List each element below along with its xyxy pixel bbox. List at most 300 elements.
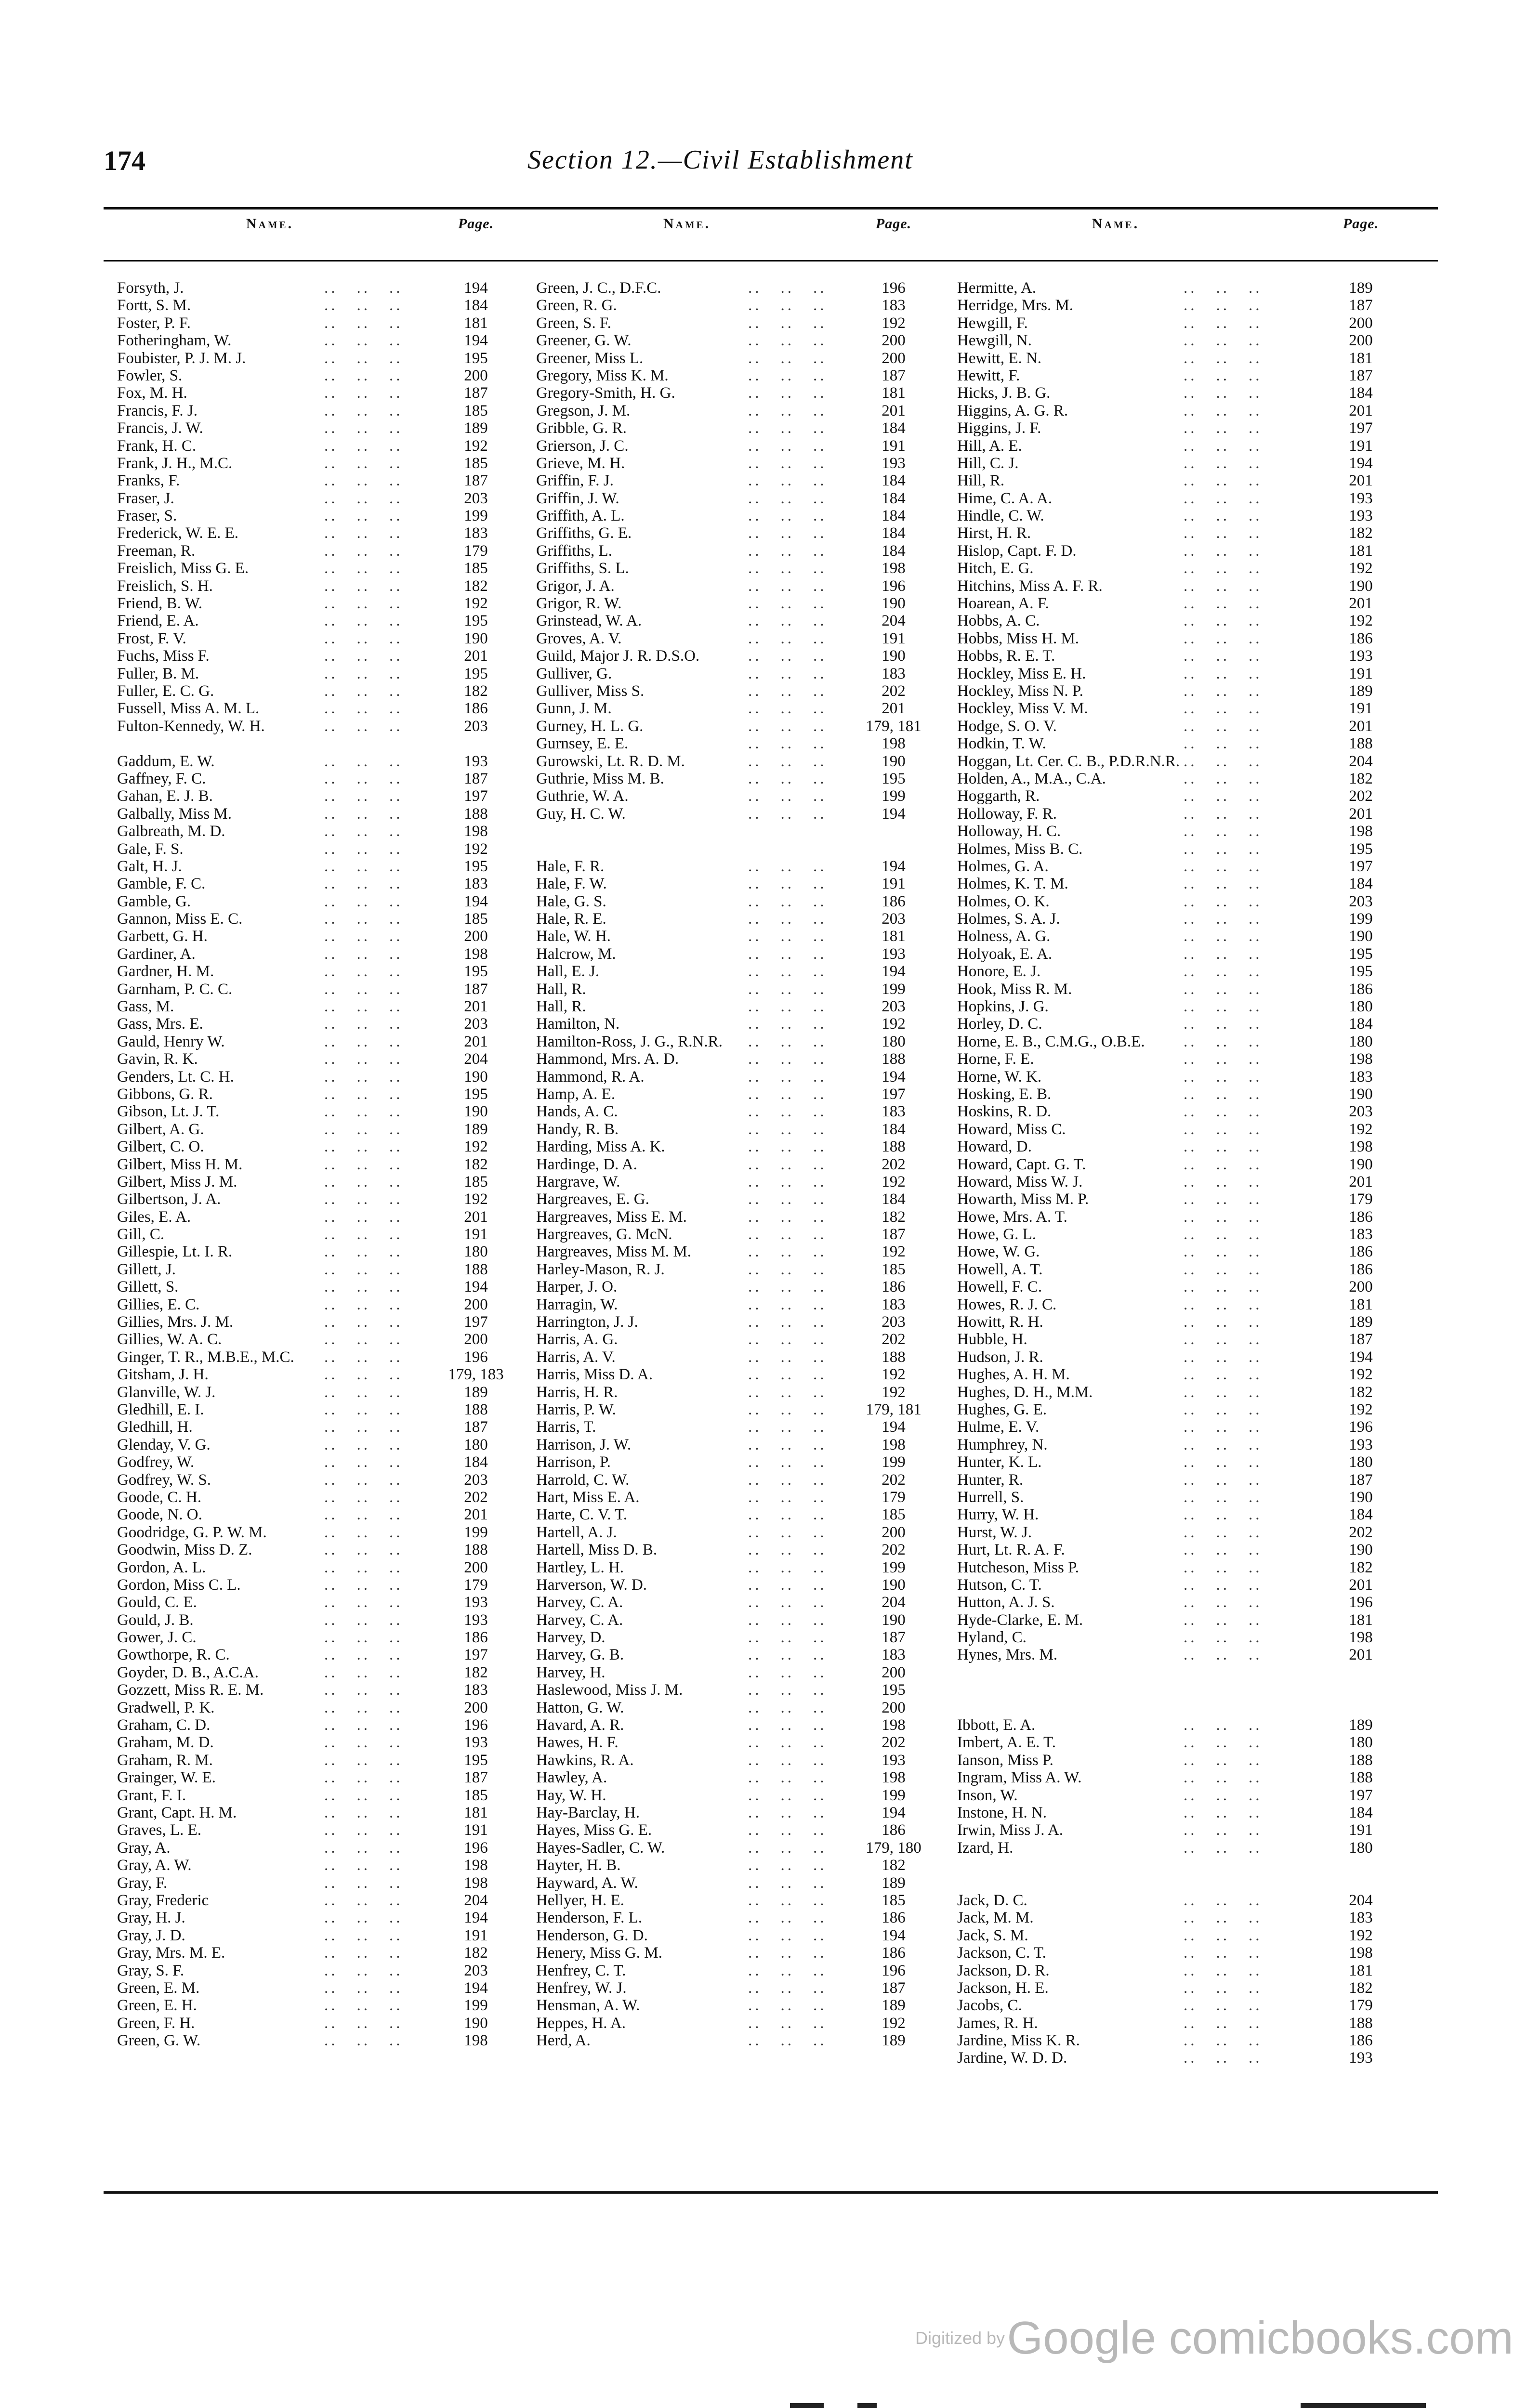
entry-name: Frederick, W. E. E. — [117, 524, 239, 542]
entry-page: 193 — [882, 945, 906, 963]
entry-name: Hayter, H. B. — [536, 1857, 621, 1874]
entry-page: 194 — [882, 1418, 906, 1436]
entry-page: 202 — [882, 1331, 906, 1348]
leader-dots: .. .. .. — [1184, 1576, 1263, 1594]
entry-name: Gould, J. B. — [117, 1611, 194, 1629]
entry-page: 185 — [464, 402, 488, 419]
scan-artifact — [790, 2403, 824, 2408]
leader-dots: .. .. .. — [1184, 770, 1263, 787]
entry-page: 179 — [464, 542, 488, 560]
entry-page: 193 — [464, 752, 488, 770]
entry-page: 180 — [1349, 998, 1373, 1016]
entry-name: Fowler, S. — [117, 366, 183, 384]
leader-dots: .. .. .. — [324, 1716, 403, 1734]
entry-page: 202 — [882, 1471, 906, 1489]
entry-page: 180 — [464, 1436, 488, 1453]
leader-dots: .. .. .. — [748, 472, 827, 490]
entry-page: 191 — [1349, 665, 1373, 682]
leader-dots: .. .. .. — [324, 472, 403, 490]
entry-name: Gahan, E. J. B. — [117, 787, 213, 805]
entry-page: 185 — [464, 1173, 488, 1191]
entry-page: 197 — [882, 1085, 906, 1103]
entry-name: Hynes, Mrs. M. — [957, 1646, 1058, 1664]
entry-name: Hime, C. A. A. — [957, 489, 1053, 507]
leader-dots: .. .. .. — [748, 1453, 827, 1471]
leader-dots: .. .. .. — [324, 1226, 403, 1243]
leader-dots: .. .. .. — [1184, 1366, 1263, 1384]
entry-name: Gray, J. D. — [117, 1926, 185, 1944]
entry-name: Hawes, H. F. — [536, 1734, 619, 1752]
entry-name: Jardine, W. D. D. — [957, 2049, 1067, 2067]
entry-page: 189 — [1349, 279, 1373, 297]
leader-dots: .. .. .. — [324, 1523, 403, 1541]
entry-page: 182 — [1349, 1558, 1373, 1576]
entry-name: Hewitt, F. — [957, 366, 1020, 384]
entry-page: 184 — [882, 419, 906, 437]
entry-page: 191 — [882, 437, 906, 455]
leader-dots: .. .. .. — [1184, 1506, 1263, 1524]
leader-dots: .. .. .. — [324, 647, 403, 665]
entry-name: Gavin, R. K. — [117, 1050, 198, 1068]
entry-name: Halcrow, M. — [536, 945, 616, 963]
entry-name: Holmes, O. K. — [957, 892, 1050, 910]
leader-dots: .. .. .. — [748, 1103, 827, 1121]
entry-name: Goode, C. H. — [117, 1488, 202, 1506]
entry-page: 195 — [1349, 840, 1373, 858]
entry-page: 188 — [882, 1138, 906, 1156]
leader-dots: .. .. .. — [1184, 1997, 1263, 2015]
entry-page: 200 — [1349, 1278, 1373, 1296]
leader-dots: .. .. .. — [324, 595, 403, 613]
entry-page: 183 — [464, 524, 488, 542]
leader-dots: .. .. .. — [1184, 1611, 1263, 1629]
entry-name: Hockley, Miss N. P. — [957, 682, 1083, 700]
entry-name: Hislop, Capt. F. D. — [957, 542, 1077, 560]
entry-name: Ibbott, E. A. — [957, 1716, 1036, 1734]
leader-dots: .. .. .. — [1184, 857, 1263, 875]
leader-dots: .. .. .. — [748, 1436, 827, 1453]
entry-name: Jack, S. M. — [957, 1926, 1028, 1944]
entry-name: Hill, C. J. — [957, 454, 1019, 472]
entry-page: 186 — [464, 700, 488, 718]
entry-page: 183 — [882, 297, 906, 314]
entry-name: Harvey, H. — [536, 1663, 606, 1681]
entry-page: 190 — [882, 1611, 906, 1629]
entry-page: 189 — [882, 1874, 906, 1892]
entry-page: 194 — [464, 1278, 488, 1296]
leader-dots: .. .. .. — [748, 928, 827, 945]
entry-name: Galbally, Miss M. — [117, 805, 232, 823]
entry-page: 192 — [882, 1383, 906, 1401]
entry-name: Haslewood, Miss J. M. — [536, 1681, 683, 1699]
leader-dots: .. .. .. — [324, 700, 403, 718]
leader-dots: .. .. .. — [324, 1278, 403, 1296]
entry-name: Gould, C. E. — [117, 1594, 197, 1611]
leader-dots: .. .. .. — [1184, 297, 1263, 314]
entry-page: 190 — [464, 2014, 488, 2032]
leader-dots: .. .. .. — [748, 1541, 827, 1559]
entry-name: Goode, N. O. — [117, 1506, 202, 1524]
entry-page: 191 — [1349, 700, 1373, 718]
entry-name: Hamp, A. E. — [536, 1085, 616, 1103]
entry-name: Gaddum, E. W. — [117, 752, 215, 770]
entry-page: 203 — [882, 998, 906, 1016]
entry-name: Gurnsey, E. E. — [536, 735, 629, 753]
entry-page: 186 — [882, 1278, 906, 1296]
entry-name: Hall, R. — [536, 998, 586, 1016]
leader-dots: .. .. .. — [324, 840, 403, 858]
leader-dots: .. .. .. — [324, 419, 403, 437]
entry-page: 189 — [464, 1120, 488, 1138]
entry-page: 202 — [1349, 1523, 1373, 1541]
entry-name: Hartley, L. H. — [536, 1558, 624, 1576]
entry-name: Hoggarth, R. — [957, 787, 1040, 805]
entry-name: Holloway, H. C. — [957, 823, 1061, 840]
entry-name: Instone, H. N. — [957, 1804, 1047, 1821]
entry-name: Hutson, C. T. — [957, 1576, 1042, 1594]
leader-dots: .. .. .. — [1184, 963, 1263, 981]
entry-name: Higgins, J. F. — [957, 419, 1041, 437]
entry-name: Guthrie, W. A. — [536, 787, 629, 805]
entry-page: 194 — [1349, 1348, 1373, 1366]
entry-page: 192 — [1349, 1120, 1373, 1138]
entry-name: Fraser, S. — [117, 507, 177, 525]
entry-name: Griffith, A. L. — [536, 507, 625, 525]
entry-page: 182 — [882, 1857, 906, 1874]
entry-page: 181 — [464, 314, 488, 332]
entry-page: 182 — [882, 1208, 906, 1226]
leader-dots: .. .. .. — [748, 1769, 827, 1787]
entry-page: 181 — [464, 1804, 488, 1821]
entry-name: Hughes, D. H., M.M. — [957, 1383, 1093, 1401]
leader-dots: .. .. .. — [324, 963, 403, 981]
leader-dots: .. .. .. — [1184, 1173, 1263, 1191]
entry-page: 191 — [882, 875, 906, 893]
entry-page: 186 — [882, 892, 906, 910]
entry-name: Hall, E. J. — [536, 963, 600, 981]
entry-page: 183 — [882, 1296, 906, 1313]
entry-name: Harding, Miss A. K. — [536, 1138, 665, 1156]
entry-name: Herd, A. — [536, 2032, 591, 2050]
entry-name: Graves, L. E. — [117, 1821, 202, 1839]
entry-name: Hutcheson, Miss P. — [957, 1558, 1079, 1576]
leader-dots: .. .. .. — [748, 735, 827, 753]
entry-name: Gradwell, P. K. — [117, 1699, 215, 1716]
entry-name: Gledhill, E. I. — [117, 1401, 204, 1418]
entry-page: 183 — [464, 875, 488, 893]
entry-name: Fussell, Miss A. M. L. — [117, 700, 260, 718]
entry-name: Hall, R. — [536, 980, 586, 998]
entry-name: Hardinge, D. A. — [536, 1155, 637, 1173]
entry-page: 198 — [1349, 823, 1373, 840]
entry-name: Ianson, Miss P. — [957, 1751, 1053, 1769]
entry-name: Griffin, F. J. — [536, 472, 614, 490]
leader-dots: .. .. .. — [748, 1997, 827, 2015]
entry-name: Henfrey, C. T. — [536, 1962, 626, 1979]
entry-page: 194 — [1349, 454, 1373, 472]
entry-name: Hoarean, A. F. — [957, 595, 1049, 613]
entry-page: 199 — [1349, 910, 1373, 928]
leader-dots: .. .. .. — [324, 402, 403, 419]
leader-dots: .. .. .. — [748, 1629, 827, 1647]
entry-name: Hopkins, J. G. — [957, 998, 1049, 1016]
entry-page: 194 — [882, 1068, 906, 1086]
entry-page: 199 — [464, 507, 488, 525]
entry-name: Hunter, R. — [957, 1471, 1024, 1489]
leader-dots: .. .. .. — [748, 1962, 827, 1979]
leader-dots: .. .. .. — [324, 1909, 403, 1927]
leader-dots: .. .. .. — [748, 787, 827, 805]
entry-page: 194 — [882, 857, 906, 875]
entry-page: 200 — [1349, 314, 1373, 332]
leader-dots: .. .. .. — [1184, 1786, 1263, 1804]
entry-page: 182 — [1349, 524, 1373, 542]
entry-page: 192 — [464, 595, 488, 613]
entry-page: 190 — [882, 752, 906, 770]
entry-page: 187 — [464, 1418, 488, 1436]
entry-page: 181 — [1349, 542, 1373, 560]
entry-page: 186 — [1349, 1260, 1373, 1278]
leader-dots: .. .. .. — [748, 1804, 827, 1821]
leader-dots: .. .. .. — [748, 1646, 827, 1664]
entry-page: 184 — [882, 1191, 906, 1208]
entry-page: 200 — [882, 1699, 906, 1716]
entry-page: 198 — [1349, 1629, 1373, 1647]
leader-dots: .. .. .. — [1184, 1226, 1263, 1243]
leader-dots: .. .. .. — [1184, 595, 1263, 613]
entry-page: 184 — [1349, 875, 1373, 893]
leader-dots: .. .. .. — [324, 1926, 403, 1944]
leader-dots: .. .. .. — [748, 332, 827, 350]
leader-dots: .. .. .. — [324, 2032, 403, 2050]
entry-name: Hill, R. — [957, 472, 1005, 490]
leader-dots: .. .. .. — [1184, 1085, 1263, 1103]
entry-name: Galbreath, M. D. — [117, 823, 225, 840]
entry-page: 192 — [882, 314, 906, 332]
entry-page: 188 — [464, 1541, 488, 1559]
entry-name: Foubister, P. J. M. J. — [117, 349, 246, 367]
leader-dots: .. .. .. — [1184, 787, 1263, 805]
leader-dots: .. .. .. — [1184, 1962, 1263, 1979]
entry-name: Gribble, G. R. — [536, 419, 627, 437]
leader-dots: .. .. .. — [324, 332, 403, 350]
leader-dots: .. .. .. — [1184, 384, 1263, 402]
entry-name: Friend, B. W. — [117, 595, 202, 613]
entry-page: 190 — [464, 629, 488, 647]
entry-name: Hunter, K. L. — [957, 1453, 1042, 1471]
entry-name: Franks, F. — [117, 472, 180, 490]
leader-dots: .. .. .. — [324, 489, 403, 507]
entry-name: Harris, T. — [536, 1418, 596, 1436]
entry-name: Hayes, Miss G. E. — [536, 1821, 652, 1839]
leader-dots: .. .. .. — [1184, 349, 1263, 367]
entry-name: Hoskins, R. D. — [957, 1103, 1052, 1121]
entry-name: Hirst, H. R. — [957, 524, 1031, 542]
entry-name: Gilbertson, J. A. — [117, 1191, 221, 1208]
leader-dots: .. .. .. — [324, 752, 403, 770]
entry-name: Fuchs, Miss F. — [117, 647, 210, 665]
entry-name: Grierson, J. C. — [536, 437, 629, 455]
entry-name: Hosking, E. B. — [957, 1085, 1052, 1103]
entry-page: 201 — [464, 1208, 488, 1226]
entry-page: 186 — [1349, 1243, 1373, 1261]
entry-page: 193 — [464, 1734, 488, 1752]
entry-page: 192 — [882, 2014, 906, 2032]
name-column-header: Name. — [1092, 216, 1140, 232]
entry-page: 196 — [1349, 1594, 1373, 1611]
leader-dots: .. .. .. — [1184, 1050, 1263, 1068]
entry-name: Gale, F. S. — [117, 840, 184, 858]
entry-name: Guild, Major J. R. D.S.O. — [536, 647, 700, 665]
entry-name: Inson, W. — [957, 1786, 1018, 1804]
entry-name: Gowthorpe, R. C. — [117, 1646, 230, 1664]
entry-page: 190 — [464, 1103, 488, 1121]
leader-dots: .. .. .. — [1184, 1155, 1263, 1173]
leader-dots: .. .. .. — [324, 1699, 403, 1716]
entry-name: Hamilton-Ross, J. G., R.N.R. — [536, 1033, 723, 1050]
entry-name: Hatton, G. W. — [536, 1699, 624, 1716]
entry-page: 188 — [464, 1260, 488, 1278]
leader-dots: .. .. .. — [1184, 1594, 1263, 1611]
scan-artifact — [1301, 2403, 1426, 2408]
entry-page: 193 — [464, 1611, 488, 1629]
leader-dots: .. .. .. — [324, 560, 403, 577]
leader-dots: .. .. .. — [748, 980, 827, 998]
leader-dots: .. .. .. — [1184, 875, 1263, 893]
entry-name: Freislich, S. H. — [117, 577, 213, 595]
entry-page: 203 — [1349, 1103, 1373, 1121]
leader-dots: .. .. .. — [324, 279, 403, 297]
entry-name: Havard, A. R. — [536, 1716, 624, 1734]
leader-dots: .. .. .. — [748, 1909, 827, 1927]
entry-name: Hockley, Miss V. M. — [957, 700, 1088, 718]
entry-page: 198 — [464, 2032, 488, 2050]
entry-page: 187 — [882, 366, 906, 384]
entry-name: Irwin, Miss J. A. — [957, 1821, 1064, 1839]
entry-page: 190 — [882, 595, 906, 613]
entry-page: 203 — [464, 489, 488, 507]
entry-name: Gill, C. — [117, 1226, 165, 1243]
leader-dots: .. .. .. — [748, 366, 827, 384]
leader-dots: .. .. .. — [1184, 752, 1263, 770]
entry-name: Ginger, T. R., M.B.E., M.C. — [117, 1348, 294, 1366]
entry-page: 195 — [464, 963, 488, 981]
entry-page: 197 — [1349, 419, 1373, 437]
entry-name: Hart, Miss E. A. — [536, 1488, 640, 1506]
entry-name: Groves, A. V. — [536, 629, 622, 647]
entry-page: 192 — [464, 437, 488, 455]
entry-name: Gillies, W. A. C. — [117, 1331, 222, 1348]
leader-dots: .. .. .. — [748, 1418, 827, 1436]
entry-page: 204 — [1349, 752, 1373, 770]
entry-page: 193 — [1349, 1436, 1373, 1453]
entry-name: Howard, D. — [957, 1138, 1032, 1156]
entry-name: Hill, A. E. — [957, 437, 1022, 455]
leader-dots: .. .. .. — [748, 629, 827, 647]
leader-dots: .. .. .. — [1184, 314, 1263, 332]
entry-name: Gardner, H. M. — [117, 963, 214, 981]
entry-name: Harte, C. V. T. — [536, 1506, 628, 1524]
leader-dots: .. .. .. — [748, 1208, 827, 1226]
leader-dots: .. .. .. — [1184, 840, 1263, 858]
entry-page: 183 — [464, 1681, 488, 1699]
entry-name: Hargreaves, Miss M. M. — [536, 1243, 692, 1261]
entry-page: 191 — [464, 1926, 488, 1944]
entry-name: Hindle, C. W. — [957, 507, 1044, 525]
leader-dots: .. .. .. — [1184, 1296, 1263, 1313]
entry-page: 187 — [1349, 1331, 1373, 1348]
entry-page: 194 — [882, 805, 906, 823]
entry-page: 185 — [464, 560, 488, 577]
entry-name: Frost, F. V. — [117, 629, 186, 647]
entry-name: Grant, F. I. — [117, 1786, 186, 1804]
entry-page: 200 — [882, 1663, 906, 1681]
leader-dots: .. .. .. — [748, 963, 827, 981]
entry-name: Hulme, E. V. — [957, 1418, 1040, 1436]
entry-page: 179 — [1349, 1997, 1373, 2015]
leader-dots: .. .. .. — [1184, 1260, 1263, 1278]
entry-name: Guthrie, Miss M. B. — [536, 770, 664, 787]
entry-page: 197 — [464, 787, 488, 805]
entry-name: Howes, R. J. C. — [957, 1296, 1057, 1313]
entry-page: 202 — [882, 1541, 906, 1559]
leader-dots: .. .. .. — [748, 1506, 827, 1524]
leader-dots: .. .. .. — [748, 384, 827, 402]
leader-dots: .. .. .. — [1184, 1278, 1263, 1296]
entry-name: Graham, M. D. — [117, 1734, 214, 1752]
entry-name: Gower, J. C. — [117, 1629, 197, 1647]
entry-name: Gregory-Smith, H. G. — [536, 384, 675, 402]
entry-page: 182 — [464, 1944, 488, 1962]
entry-name: Hodkin, T. W. — [957, 735, 1046, 753]
entry-name: Fuller, B. M. — [117, 665, 199, 682]
entry-page: 188 — [464, 805, 488, 823]
leader-dots: .. .. .. — [324, 787, 403, 805]
entry-name: Hale, G. S. — [536, 892, 606, 910]
leader-dots: .. .. .. — [1184, 1138, 1263, 1156]
watermark-brand: Google comicbooks.com — [1007, 2312, 1514, 2364]
entry-name: Gitsham, J. H. — [117, 1366, 209, 1384]
entry-page: 194 — [882, 1926, 906, 1944]
header-rule — [104, 260, 1438, 262]
leader-dots: .. .. .. — [1184, 1979, 1263, 1997]
entry-page: 183 — [882, 1103, 906, 1121]
entry-page: 181 — [1349, 1962, 1373, 1979]
entry-name: Gilbert, A. G. — [117, 1120, 204, 1138]
entry-page: 192 — [464, 1138, 488, 1156]
entry-name: Gurowski, Lt. R. D. M. — [536, 752, 685, 770]
entry-page: 200 — [464, 1296, 488, 1313]
leader-dots: .. .. .. — [324, 1488, 403, 1506]
entry-page: 185 — [882, 1891, 906, 1909]
entry-page: 188 — [464, 1401, 488, 1418]
leader-dots: .. .. .. — [324, 1033, 403, 1050]
entry-page: 179 — [1349, 1191, 1373, 1208]
leader-dots: .. .. .. — [324, 454, 403, 472]
leader-dots: .. .. .. — [324, 366, 403, 384]
leader-dots: .. .. .. — [1184, 647, 1263, 665]
digitized-watermark — [915, 2312, 1514, 2365]
entry-name: Jardine, Miss K. R. — [957, 2032, 1080, 2050]
leader-dots: .. .. .. — [748, 595, 827, 613]
entry-name: Garnham, P. C. C. — [117, 980, 233, 998]
entry-name: Harvey, G. B. — [536, 1646, 624, 1664]
leader-dots: .. .. .. — [324, 892, 403, 910]
entry-name: Jack, M. M. — [957, 1909, 1034, 1927]
entry-name: Hay, W. H. — [536, 1786, 606, 1804]
entry-page: 184 — [882, 489, 906, 507]
entry-name: Holden, A., M.A., C.A. — [957, 770, 1106, 787]
